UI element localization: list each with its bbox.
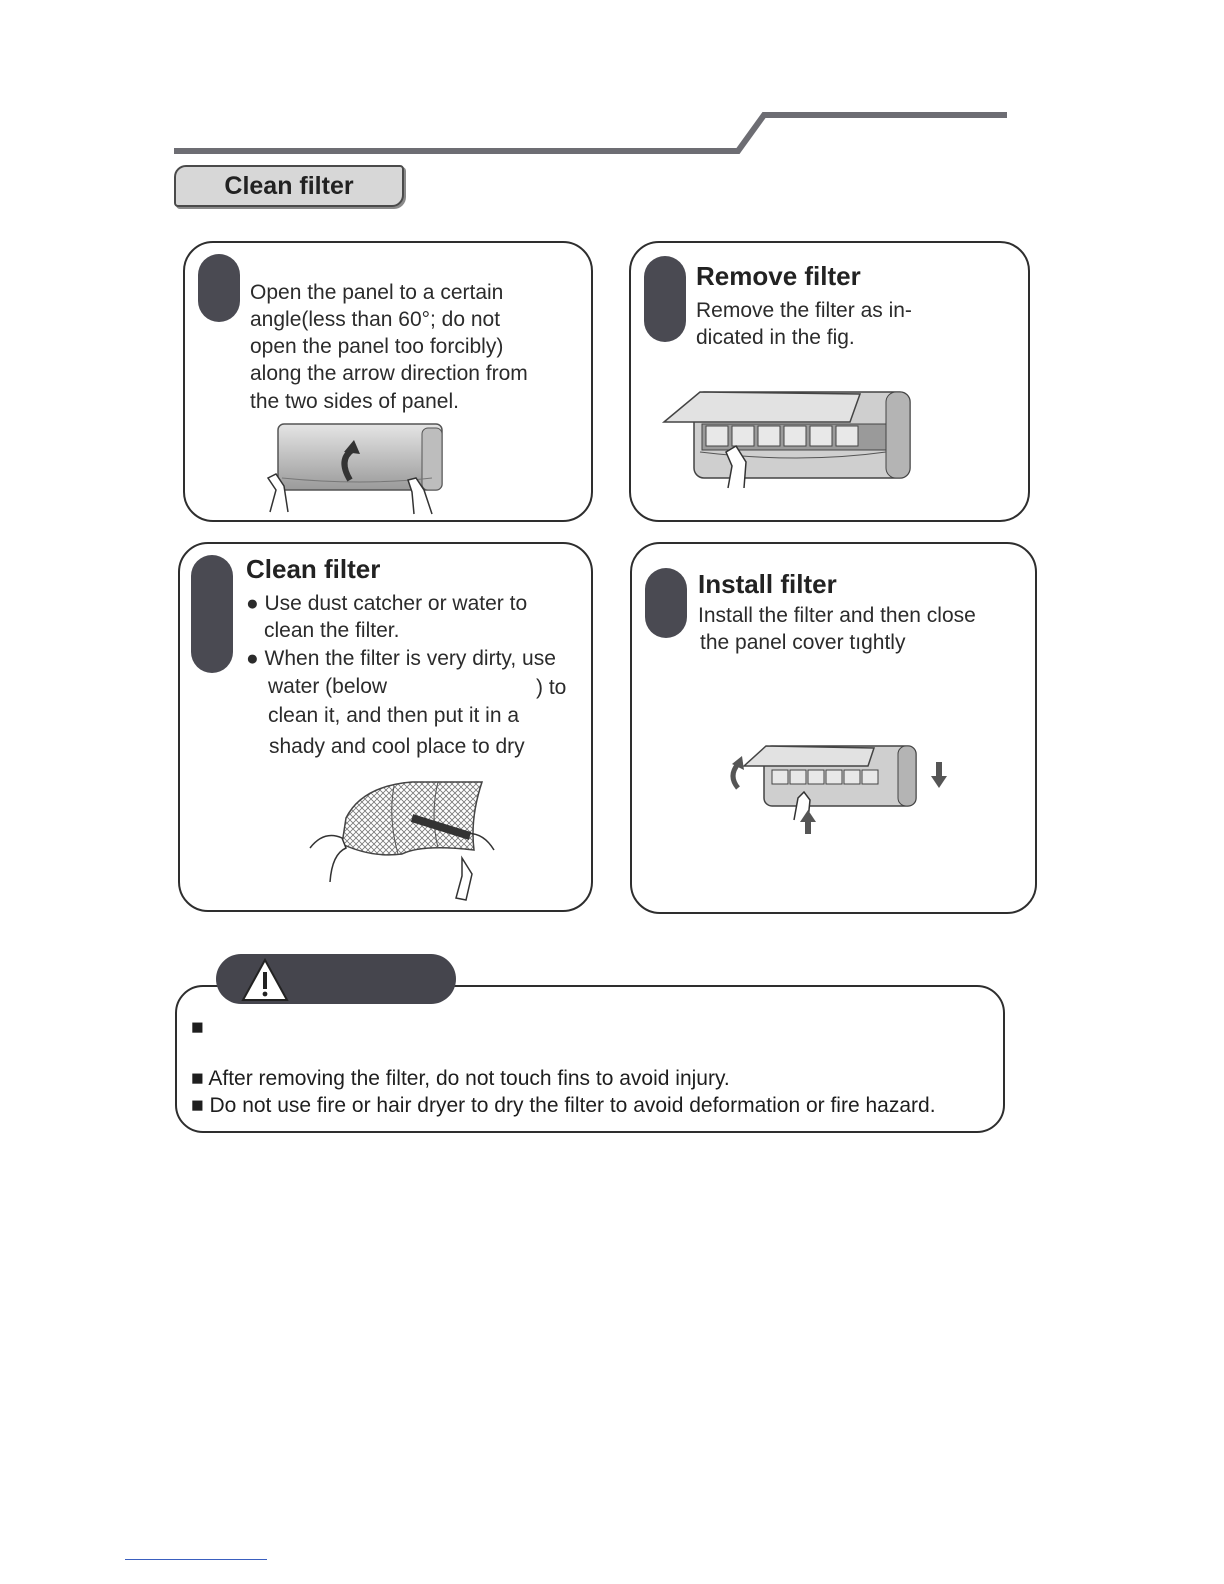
- section-tab-label: Clean filter: [224, 172, 354, 200]
- footer-rule: [125, 1559, 267, 1560]
- header-rule: [0, 0, 1224, 170]
- step3-line-5: ) to: [536, 676, 567, 699]
- section-tab: [174, 165, 404, 207]
- step1-line-4: along the arrow direction from: [250, 362, 528, 385]
- clean-filter-illustration: [302, 778, 502, 904]
- warning-triangle-icon: [240, 957, 290, 1003]
- step-number-pill: [198, 254, 240, 322]
- caution-item-2: ■ After removing the filter, do not touch fins to avoid injury.: [191, 1067, 730, 1090]
- step4-line-2: the panel cover tıghtly: [700, 631, 906, 654]
- step1-line-1: Open the panel to a certain: [250, 281, 504, 304]
- step3-line-2: clean the filter.: [264, 619, 400, 642]
- step3-title: Clean filter: [246, 554, 381, 584]
- step3-line-7: shady and cool place to dry: [269, 735, 525, 758]
- step1-line-2: angle(less than 60°; do not: [250, 308, 501, 331]
- step-number-pill: [644, 256, 686, 342]
- step-number-pill: [191, 555, 233, 673]
- step3-line-1: ● Use dust catcher or water to: [246, 592, 528, 615]
- step2-line-2: dicated in the fig.: [696, 326, 855, 349]
- step4-title: Install filter: [698, 569, 837, 599]
- step1-line-5: the two sides of panel.: [250, 390, 459, 413]
- step3-line-4: water (below: [268, 675, 388, 698]
- step1-line-3: open the panel too forcibly): [250, 335, 504, 358]
- step3-line-3: ● When the filter is very dirty, use: [246, 647, 556, 670]
- remove-filter-illustration: [660, 386, 916, 490]
- step2-line-1: Remove the filter as in-: [696, 299, 912, 322]
- step-number-pill: [645, 568, 687, 638]
- caution-item-3: ■ Do not use fire or hair dryer to dry the filter to avoid deformation or fire hazard.: [191, 1094, 936, 1117]
- open-panel-illustration: [262, 420, 452, 518]
- install-filter-illustration: [724, 740, 954, 836]
- step2-title: Remove filter: [696, 261, 861, 291]
- caution-item-1: ■: [191, 1016, 204, 1039]
- step4-line-1: Install the filter and then close: [698, 604, 976, 627]
- step3-line-6: clean it, and then put it in a: [268, 704, 520, 727]
